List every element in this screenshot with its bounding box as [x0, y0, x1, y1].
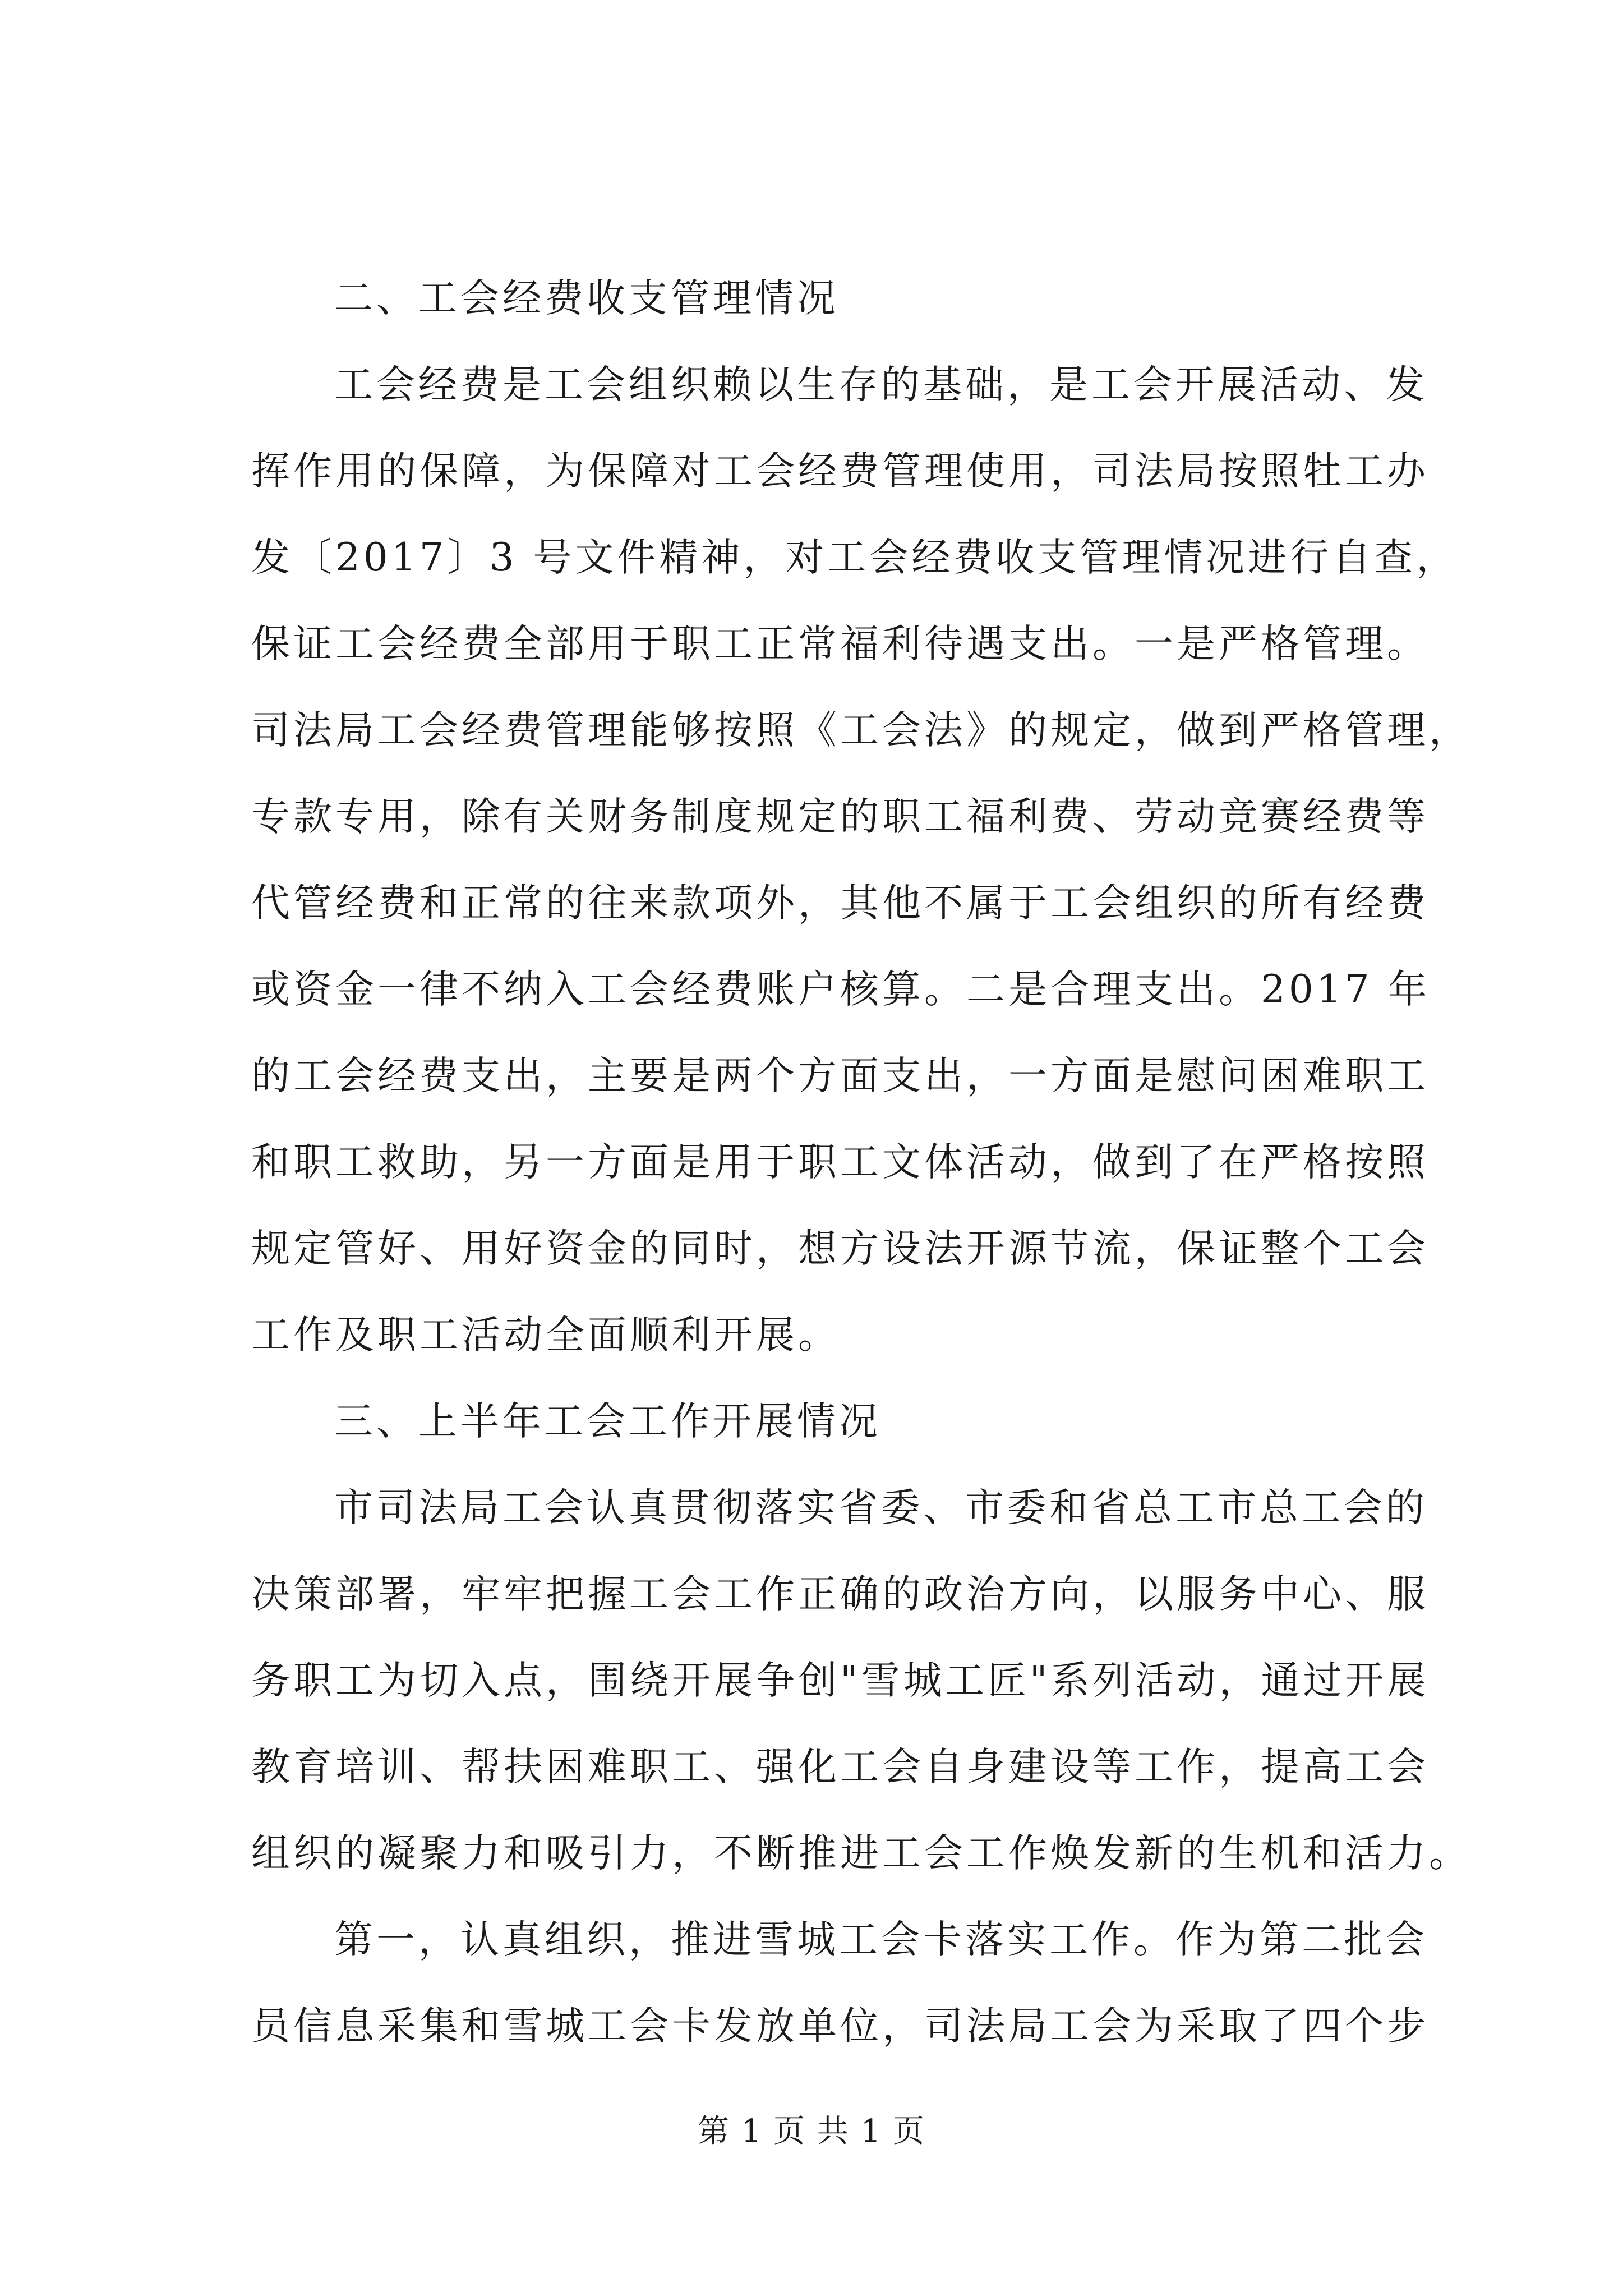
page-footer: 第 1 页 共 1 页: [697, 2113, 926, 2150]
paragraph-line: 代管经费和正常的往来款项外，其他不属于工会组织的所有经费: [251, 881, 1429, 926]
paragraph-line: 工作及职工活动全面顺利开展。: [251, 1313, 840, 1358]
section-heading: 二、工会经费收支管理情况: [334, 276, 839, 321]
paragraph-line: 市司法局工会认真贯彻落实省委、市委和省总工市总工会的: [334, 1485, 1428, 1530]
paragraph-line: 组织的凝聚力和吸引力，不断推进工会工作焕发新的生机和活力。: [251, 1831, 1471, 1876]
paragraph-line: 司法局工会经费管理能够按照《工会法》的规定，做到严格管理，: [251, 708, 1471, 753]
paragraph-line: 规定管好、用好资金的同时，想方设法开源节流，保证整个工会: [251, 1226, 1429, 1271]
paragraph-line: 和职工救助，另一方面是用于职工文体活动，做到了在严格按照: [251, 1140, 1429, 1185]
paragraph-line: 员信息采集和雪城工会卡发放单位，司法局工会为采取了四个步: [251, 2004, 1429, 2049]
paragraph-line: 务职工为切入点，围绕开展争创"雪城工匠"系列活动，通过开展: [251, 1658, 1430, 1703]
paragraph-line: 第一，认真组织，推进雪城工会卡落实工作。作为第二批会: [334, 1917, 1428, 1962]
paragraph-line: 的工会经费支出，主要是两个方面支出，一方面是慰问困难职工: [251, 1053, 1429, 1098]
paragraph-line: 挥作用的保障，为保障对工会经费管理使用，司法局按照牡工办: [251, 449, 1429, 494]
paragraph-line: 保证工会经费全部用于职工正常福利待遇支出。一是严格管理。: [251, 622, 1429, 666]
paragraph-line: 教育培训、帮扶困难职工、强化工会自身建设等工作，提高工会: [251, 1745, 1429, 1789]
section-heading: 三、上半年工会工作开展情况: [334, 1399, 881, 1444]
paragraph-line: 发〔2017〕3 号文件精神，对工会经费收支管理情况进行自查，: [251, 535, 1459, 580]
paragraph-line: 工会经费是工会组织赖以生存的基础，是工会开展活动、发: [334, 362, 1428, 407]
paragraph-line: 决策部署，牢牢把握工会工作正确的政治方向，以服务中心、服: [251, 1572, 1429, 1617]
document-body: [251, 255, 1471, 2069]
paragraph-line: 或资金一律不纳入工会经费账户核算。二是合理支出。2017 年: [251, 967, 1431, 1012]
paragraph-line: 专款专用，除有关财务制度规定的职工福利费、劳动竞赛经费等: [251, 794, 1429, 839]
